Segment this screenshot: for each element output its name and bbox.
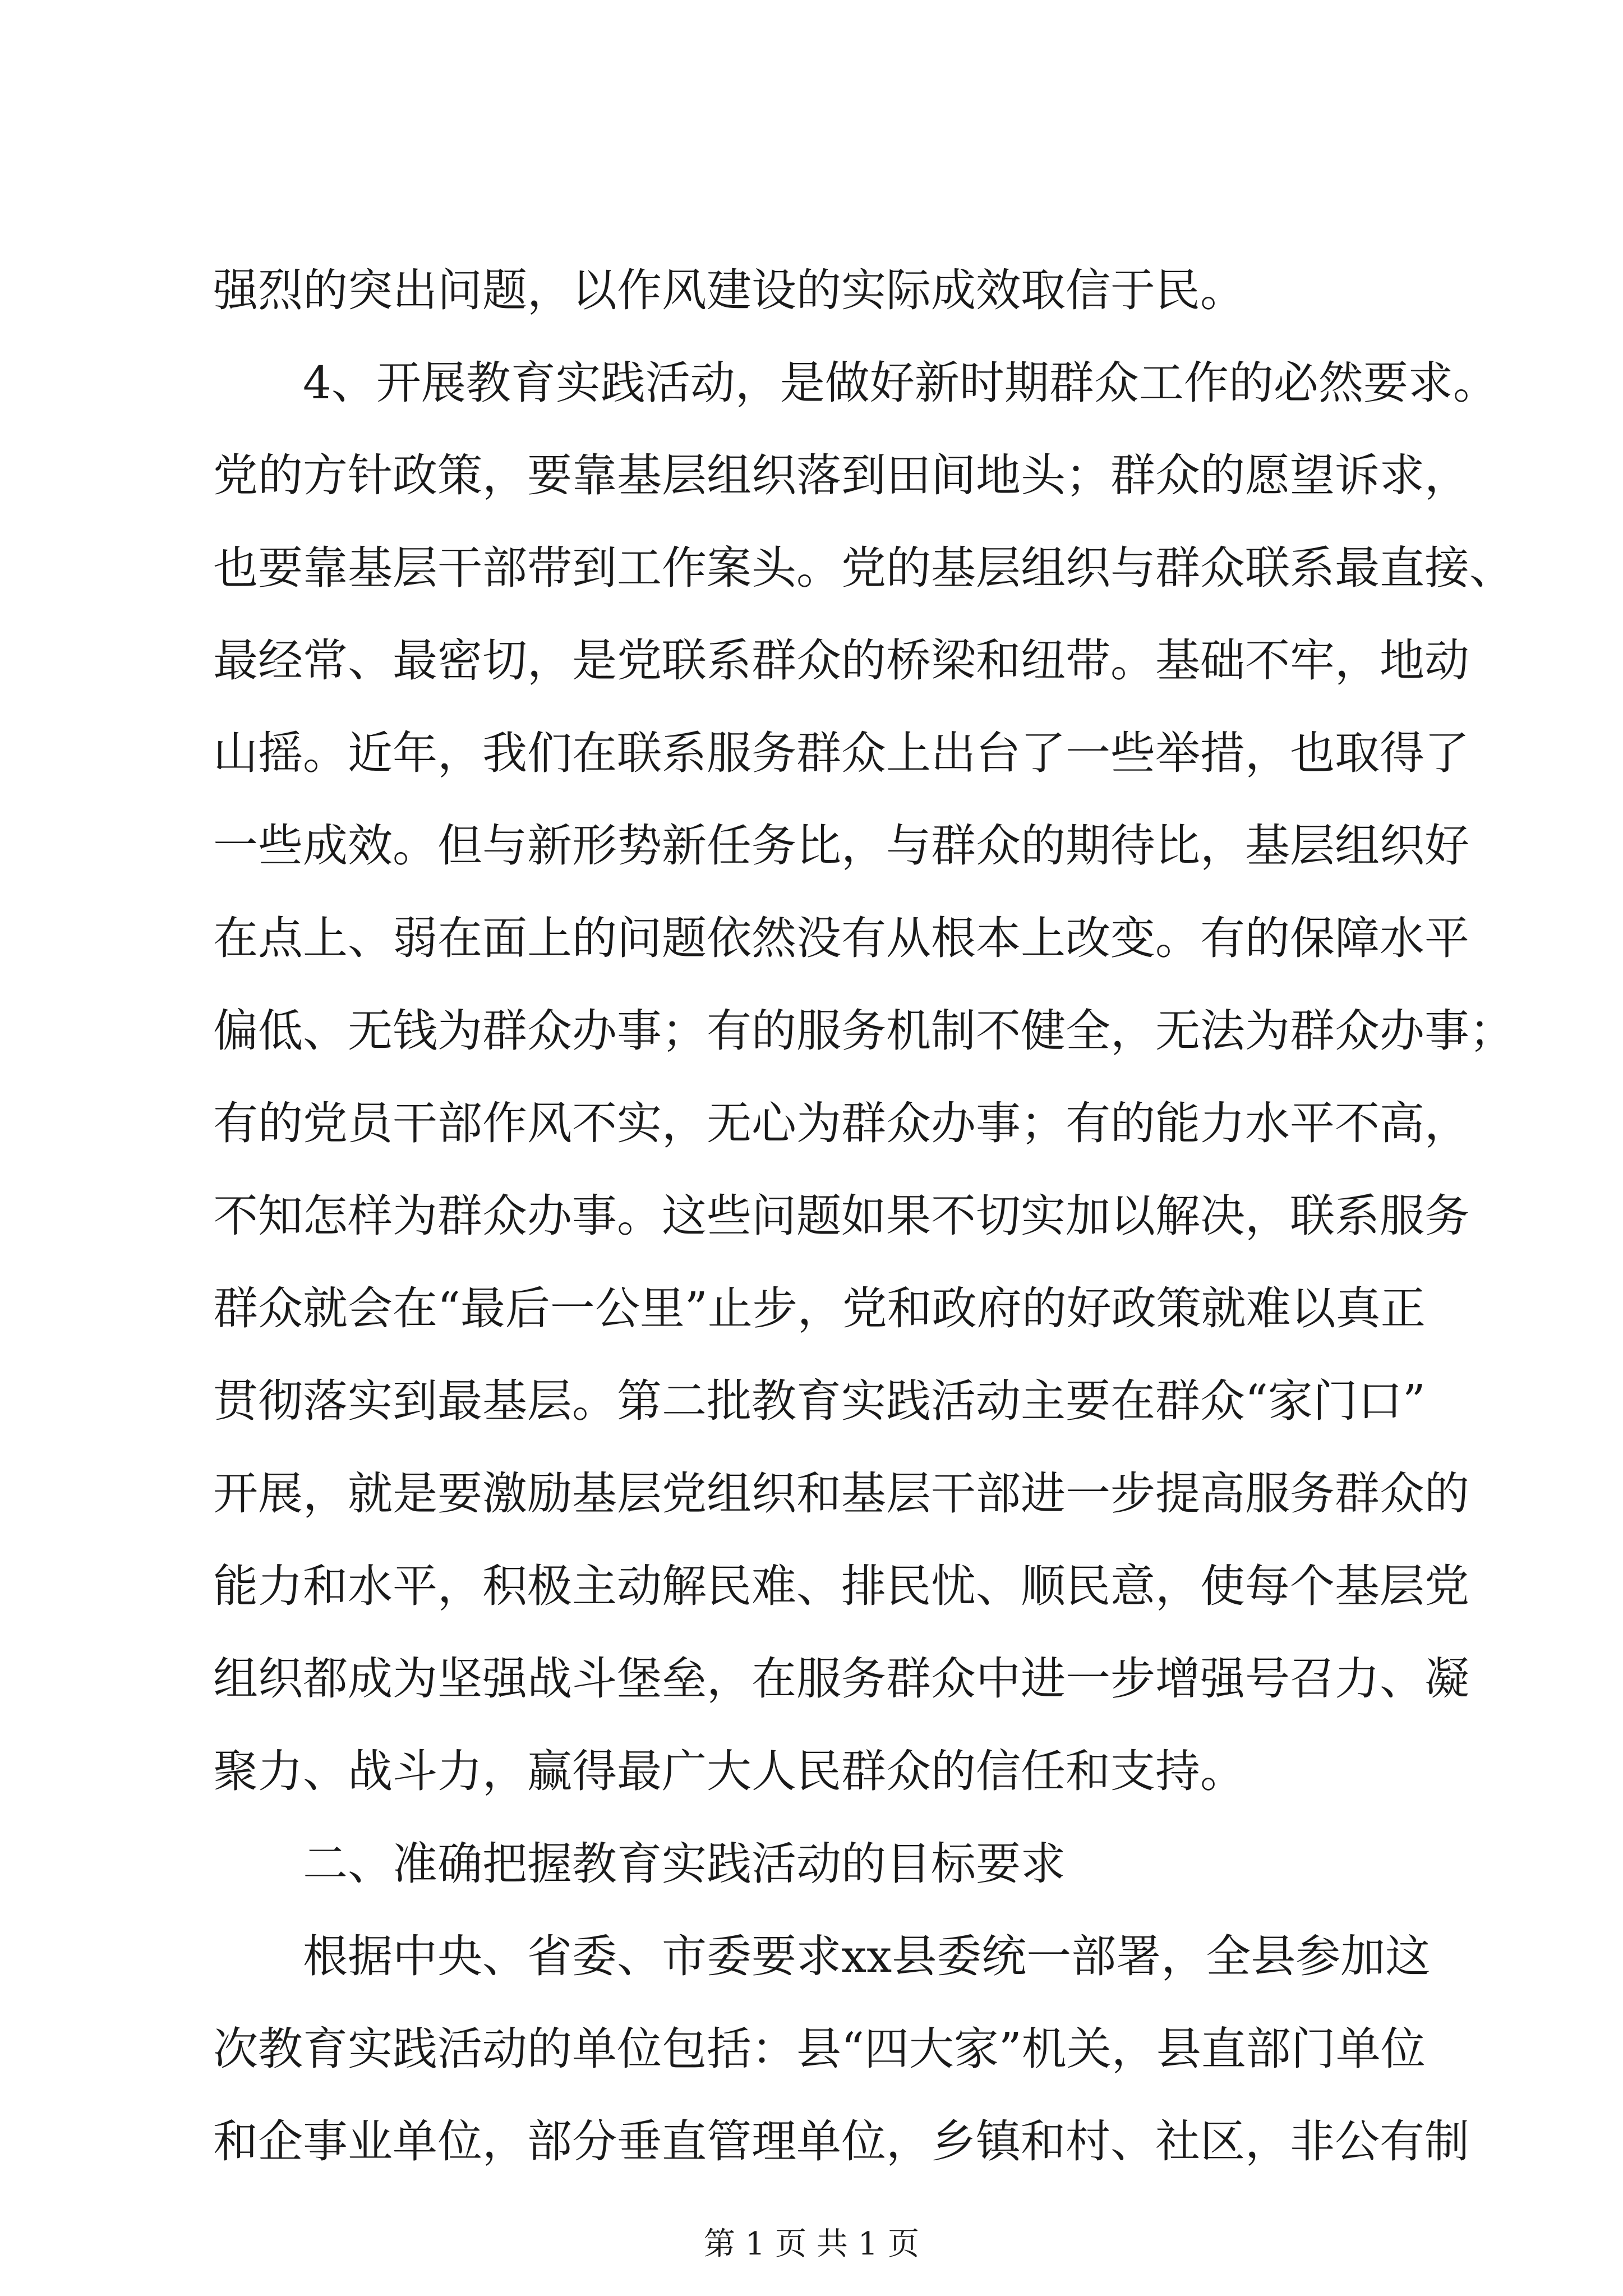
section-heading: 二、准确把握教育实践活动的目标要求 bbox=[303, 1838, 1066, 1890]
text-line: 党的方针政策，要靠基层组织落到田间地头；群众的愿望诉求， bbox=[213, 449, 1469, 501]
text-line: 和企事业单位，部分垂直管理单位，乡镇和村、社区，非公有制 bbox=[213, 2115, 1469, 2168]
text-line: 4、开展教育实践活动，是做好新时期群众工作的必然要求。 bbox=[303, 357, 1498, 409]
page-footer: 第 1 页 共 1 页 bbox=[703, 2226, 920, 2262]
text-line: 聚力、战斗力，赢得最广大人民群众的信任和支持。 bbox=[213, 1745, 1245, 1797]
text-line: 也要靠基层干部带到工作案头。党的基层组织与群众联系最直接、 bbox=[213, 542, 1514, 594]
text-line: 开展，就是要激励基层党组织和基层干部进一步提高服务群众的 bbox=[213, 1467, 1469, 1520]
text-line: 群众就会在“最后一公里”止步，党和政府的好政策就难以真正 bbox=[213, 1282, 1426, 1335]
text-line: 强烈的突出问题，以作风建设的实际成效取信于民。 bbox=[213, 264, 1245, 316]
text-line: 次教育实践活动的单位包括：县“四大家”机关，县直部门单位 bbox=[213, 2023, 1426, 2075]
text-line: 偏低、无钱为群众办事；有的服务机制不健全，无法为群众办事； bbox=[213, 1005, 1514, 1057]
text-line: 一些成效。但与新形势新任务比，与群众的期待比，基层组织好 bbox=[213, 820, 1469, 872]
text-line: 不知怎样为群众办事。这些问题如果不切实加以解决，联系服务 bbox=[213, 1190, 1469, 1242]
text-line: 组织都成为坚强战斗堡垒，在服务群众中进一步增强号召力、凝 bbox=[213, 1653, 1469, 1705]
text-line: 最经常、最密切，是党联系群众的桥梁和纽带。基础不牢，地动 bbox=[213, 634, 1469, 687]
text-line: 山摇。近年，我们在联系服务群众上出台了一些举措，也取得了 bbox=[213, 727, 1469, 779]
text-line: 贯彻落实到最基层。第二批教育实践活动主要在群众“家门口” bbox=[213, 1375, 1426, 1427]
text-line: 在点上、弱在面上的问题依然没有从根本上改变。有的保障水平 bbox=[213, 912, 1469, 964]
text-line: 根据中央、省委、市委要求xx县委统一部署，全县参加这 bbox=[303, 1930, 1431, 1982]
text-line: 有的党员干部作风不实，无心为群众办事；有的能力水平不高， bbox=[213, 1097, 1469, 1149]
text-line: 能力和水平，积极主动解民难、排民忧、顺民意，使每个基层党 bbox=[213, 1560, 1469, 1612]
